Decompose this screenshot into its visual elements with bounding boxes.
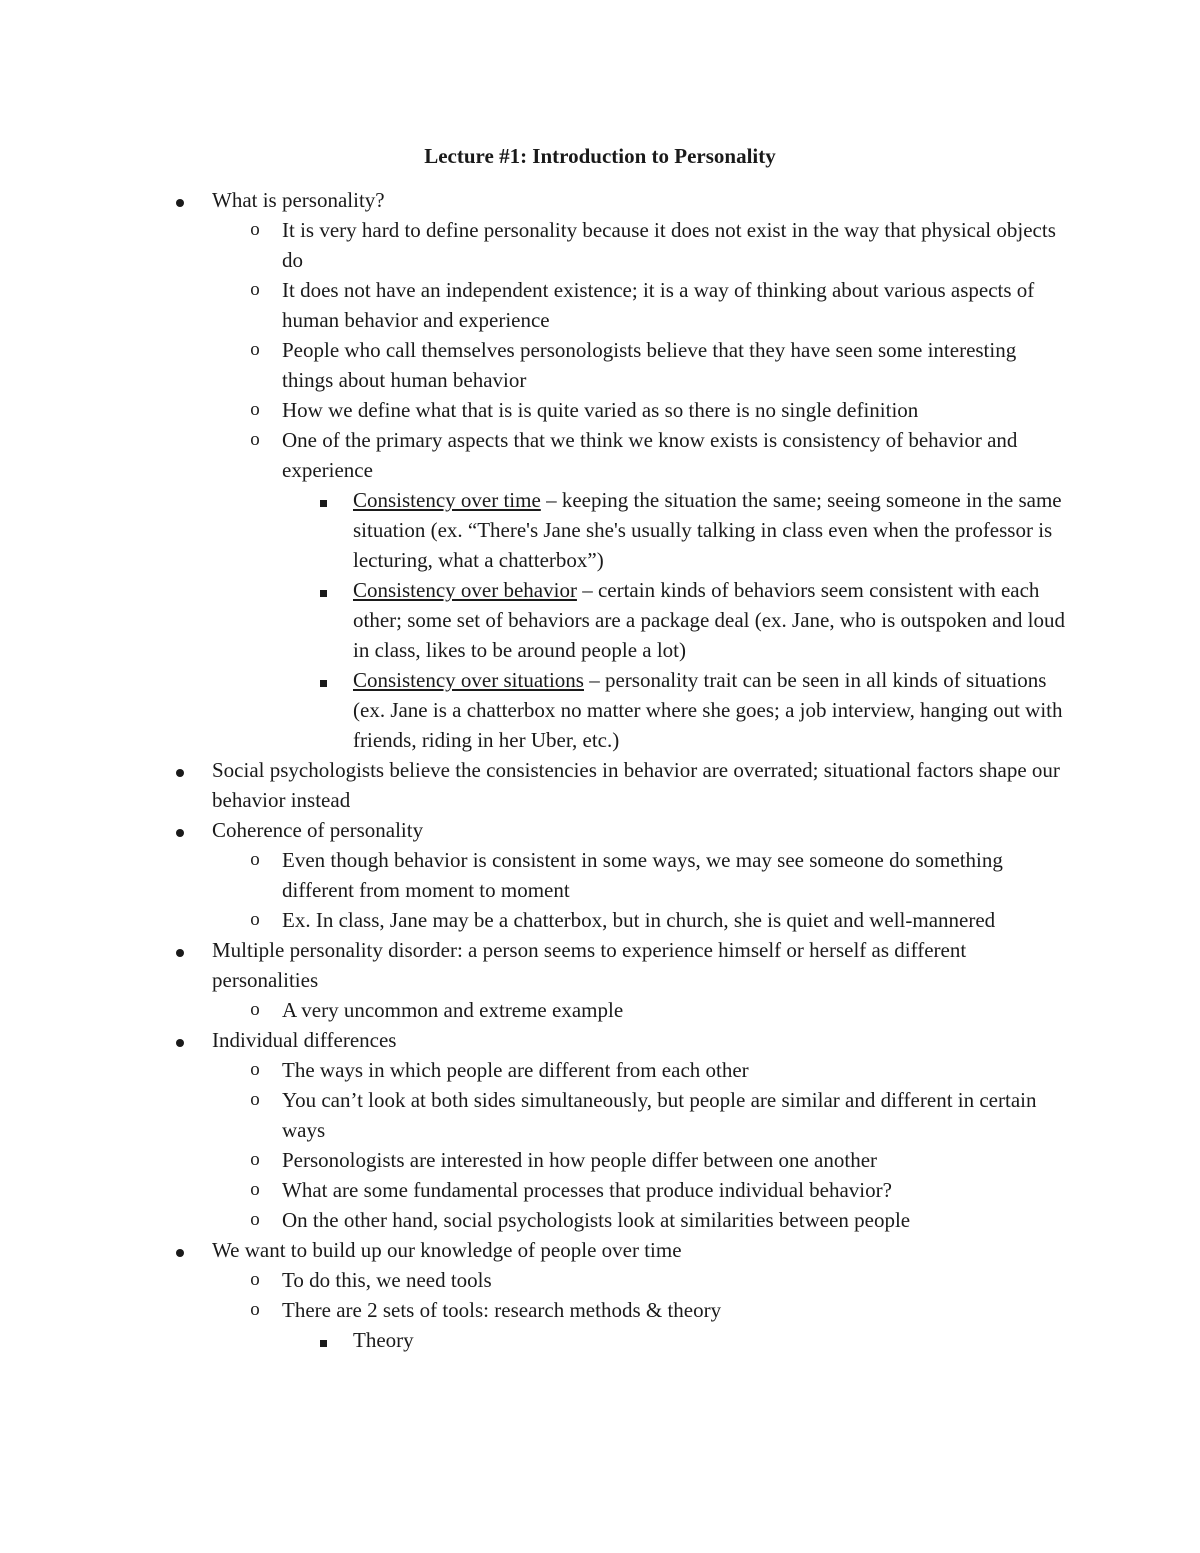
bullet-icon	[170, 935, 190, 965]
list-item	[0, 1085, 1200, 1145]
list-item	[0, 335, 1200, 395]
bullet-icon	[170, 755, 190, 785]
list-item-text: On the other hand, social psychologists look at similarities between people	[282, 1208, 911, 1232]
list-item	[0, 1145, 1200, 1175]
list-item	[0, 935, 1200, 995]
list-item	[0, 995, 1200, 1025]
circle-bullet-icon: o	[250, 849, 260, 870]
circle-bullet-icon: o	[250, 1149, 260, 1170]
circle-bullet-icon: o	[250, 1179, 260, 1200]
list-item	[0, 215, 1200, 275]
list-item-text: We want to build up our knowledge of people over time	[212, 1238, 682, 1262]
list-item-text: One of the primary aspects that we think we know exists is consistency of behavior and experience	[282, 428, 1018, 482]
square-bullet-icon	[313, 575, 333, 605]
list-item-text: Coherence of personality	[212, 818, 424, 842]
list-item	[0, 185, 1200, 215]
list-item-text: A very uncommon and extreme example	[282, 998, 624, 1022]
square-bullet-icon	[313, 1325, 333, 1355]
circle-bullet-icon: o	[250, 1059, 260, 1080]
list-item	[0, 1025, 1200, 1055]
list-item	[0, 395, 1200, 425]
square-bullet-icon	[313, 665, 333, 695]
circle-bullet-icon: o	[250, 399, 260, 420]
list-item-text: – keeping the situation the same; seeing someone in the same situation (ex. “There's Jane she's usually talking in class even when the professor is lecturing, what a chatterbox”)	[353, 488, 1062, 572]
bullet-icon	[170, 815, 190, 845]
list-item	[0, 425, 1200, 485]
list-item	[0, 845, 1200, 905]
list-item	[0, 485, 1200, 575]
list-item	[0, 1055, 1200, 1085]
list-item	[0, 1295, 1200, 1325]
list-item	[0, 665, 1200, 755]
list-item	[0, 1265, 1200, 1295]
circle-bullet-icon: o	[250, 1299, 260, 1320]
list-item-text: Individual differences	[212, 1028, 397, 1052]
list-item	[0, 1325, 1200, 1355]
list-item	[0, 1175, 1200, 1205]
circle-bullet-icon: o	[250, 429, 260, 450]
circle-bullet-icon: o	[250, 909, 260, 930]
circle-bullet-icon: o	[250, 219, 260, 240]
list-item	[0, 1205, 1200, 1235]
circle-bullet-icon: o	[250, 999, 260, 1020]
list-item-text: It does not have an independent existence; it is a way of thinking about various aspects of human behavior and experience	[282, 278, 1035, 332]
term-label: Consistency over behavior	[353, 578, 577, 602]
list-item-text: You can’t look at both sides simultaneously, but people are similar and different in certain ways	[282, 1088, 1037, 1142]
circle-bullet-icon: o	[250, 1269, 260, 1290]
list-item-text: What are some fundamental processes that produce individual behavior?	[282, 1178, 892, 1202]
list-item	[0, 275, 1200, 335]
square-bullet-icon	[313, 485, 333, 515]
bullet-icon	[170, 1235, 190, 1265]
circle-bullet-icon: o	[250, 1089, 260, 1110]
list-item-text: Social psychologists believe the consistencies in behavior are overrated; situational factors shape our behavior instead	[212, 758, 1060, 812]
circle-bullet-icon: o	[250, 279, 260, 300]
list-item-text: To do this, we need tools	[282, 1268, 492, 1292]
list-item-text: Ex. In class, Jane may be a chatterbox, but in church, she is quiet and well-mannered	[282, 908, 996, 932]
list-item-text: What is personality?	[212, 188, 385, 212]
list-item	[0, 815, 1200, 845]
outline-list	[0, 185, 1200, 1355]
list-item	[0, 1235, 1200, 1265]
list-item-text: How we define what that is is quite varied as so there is no single definition	[282, 398, 919, 422]
list-item-text: Personologists are interested in how people differ between one another	[282, 1148, 878, 1172]
list-item	[0, 575, 1200, 665]
bullet-icon	[170, 185, 190, 215]
term-label: Consistency over time	[353, 488, 541, 512]
bullet-icon	[170, 1025, 190, 1055]
list-item-text: It is very hard to define personality because it does not exist in the way that physical objects do	[282, 218, 1056, 272]
list-item	[0, 905, 1200, 935]
list-item-text: – certain kinds of behaviors seem consistent with each other; some set of behaviors are a package deal (ex. Jane, who is outspoken and loud in class, likes to be around people a lot)	[353, 578, 1066, 662]
page-title: Lecture #1: Introduction to Personality	[424, 144, 776, 168]
circle-bullet-icon: o	[250, 339, 260, 360]
list-item-text: Theory	[353, 1328, 414, 1352]
list-item-text: – personality trait can be seen in all kinds of situations (ex. Jane is a chatterbox no matter where she goes; a job interview, hanging out with friends, riding in her Uber, etc.)	[353, 668, 1063, 752]
list-item-text: Even though behavior is consistent in some ways, we may see someone do something different from moment to moment	[282, 848, 1003, 902]
list-item-text: People who call themselves personologists believe that they have seen some interesting things about human behavior	[282, 338, 1017, 392]
list-item-text: The ways in which people are different from each other	[282, 1058, 749, 1082]
list-item-text: There are 2 sets of tools: research methods & theory	[282, 1298, 722, 1322]
term-label: Consistency over situations	[353, 668, 584, 692]
list-item	[0, 755, 1200, 815]
list-item-text: Multiple personality disorder: a person seems to experience himself or herself as different personalities	[212, 938, 967, 992]
circle-bullet-icon: o	[250, 1209, 260, 1230]
